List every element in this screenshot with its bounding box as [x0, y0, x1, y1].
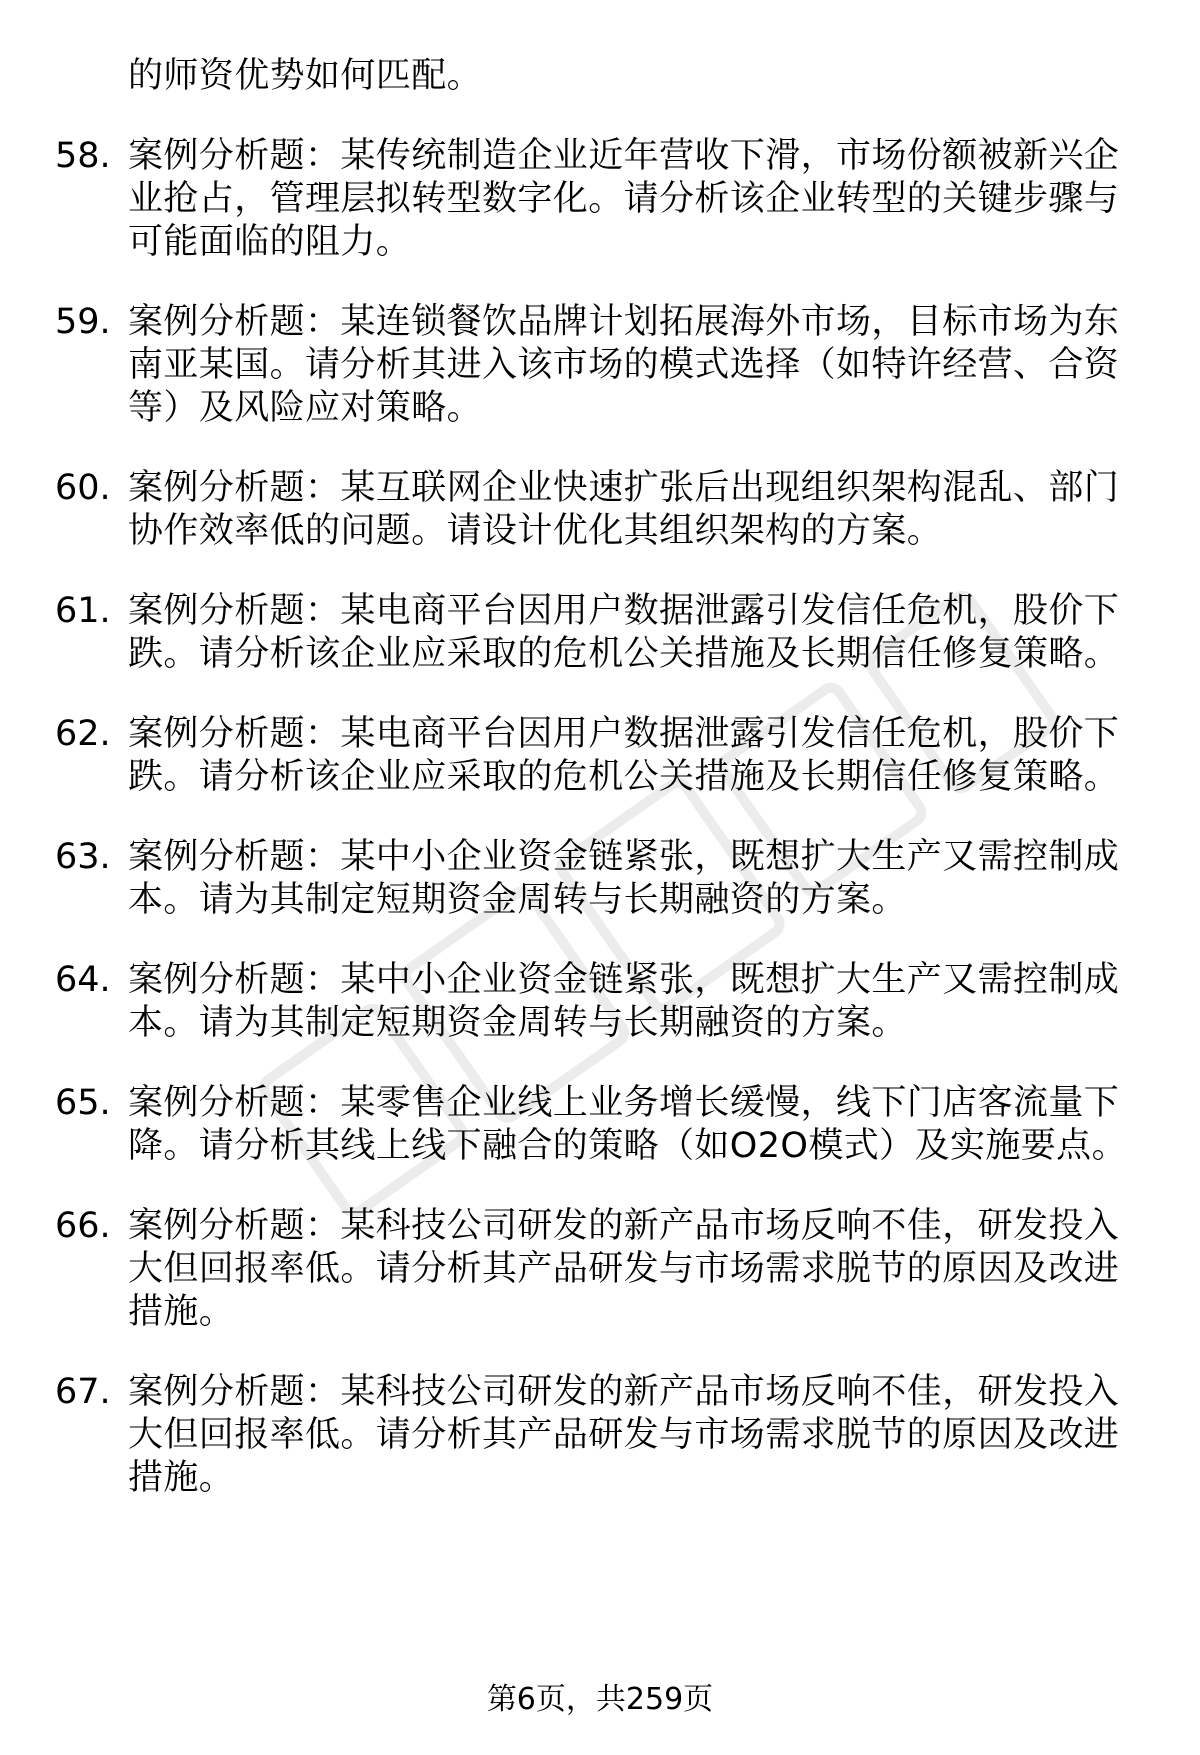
question-line: 案例分析题：某互联网企业快速扩张后出现组织架构混乱、部门 — [128, 468, 1120, 508]
question-line: 案例分析题：某电商平台因用户数据泄露引发信任危机，股价下 — [128, 714, 1120, 754]
question-number: 66. — [55, 1206, 111, 1246]
question-number: 60. — [55, 468, 111, 508]
question-number: 65. — [55, 1083, 111, 1123]
question-line: 本。请为其制定短期资金周转与长期融资的方案。 — [128, 1003, 907, 1043]
question-line: 等）及风险应对策略。 — [128, 388, 483, 428]
question-line: 大但回报率低。请分析其产品研发与市场需求脱节的原因及改进 — [128, 1415, 1120, 1455]
question-line: 跌。请分析该企业应采取的危机公关措施及长期信任修复策略。 — [128, 634, 1120, 674]
question-line: 措施。 — [128, 1292, 235, 1332]
question-number: 63. — [55, 837, 111, 877]
question-number: 64. — [55, 960, 111, 1000]
question-number: 62. — [55, 714, 111, 754]
question-line: 本。请为其制定短期资金周转与长期融资的方案。 — [128, 880, 907, 920]
question-line: 跌。请分析该企业应采取的危机公关措施及长期信任修复策略。 — [128, 757, 1120, 797]
question-line: 案例分析题：某电商平台因用户数据泄露引发信任危机，股价下 — [128, 591, 1120, 631]
question-line: 可能面临的阻力。 — [128, 222, 412, 262]
question-line: 南亚某国。请分析其进入该市场的模式选择（如特许经营、合资 — [128, 345, 1120, 385]
page-number-footer: 第6页，共259页 — [486, 1682, 714, 1717]
question-number: 58. — [55, 136, 111, 176]
continuation-text: 的师资优势如何匹配。 — [128, 56, 483, 96]
question-line: 案例分析题：某连锁餐饮品牌计划拓展海外市场，目标市场为东 — [128, 302, 1120, 342]
question-line: 降。请分析其线上线下融合的策略（如O2O模式）及实施要点。 — [128, 1126, 1127, 1166]
question-line: 措施。 — [128, 1458, 235, 1498]
question-number: 59. — [55, 302, 111, 342]
question-number: 61. — [55, 591, 111, 631]
question-line: 大但回报率低。请分析其产品研发与市场需求脱节的原因及改进 — [128, 1249, 1120, 1289]
question-line: 案例分析题：某零售企业线上业务增长缓慢，线下门店客流量下 — [128, 1083, 1120, 1123]
question-line: 案例分析题：某科技公司研发的新产品市场反响不佳，研发投入 — [128, 1206, 1120, 1246]
question-line: 协作效率低的问题。请设计优化其组织架构的方案。 — [128, 511, 943, 551]
question-line: 业抢占，管理层拟转型数字化。请分析该企业转型的关键步骤与 — [128, 179, 1120, 219]
question-line: 案例分析题：某中小企业资金链紧张，既想扩大生产又需控制成 — [128, 960, 1120, 1000]
question-line: 案例分析题：某传统制造企业近年营收下滑，市场份额被新兴企 — [128, 136, 1120, 176]
question-line: 案例分析题：某中小企业资金链紧张，既想扩大生产又需控制成 — [128, 837, 1120, 877]
question-number: 67. — [55, 1372, 111, 1412]
question-line: 案例分析题：某科技公司研发的新产品市场反响不佳，研发投入 — [128, 1372, 1120, 1412]
